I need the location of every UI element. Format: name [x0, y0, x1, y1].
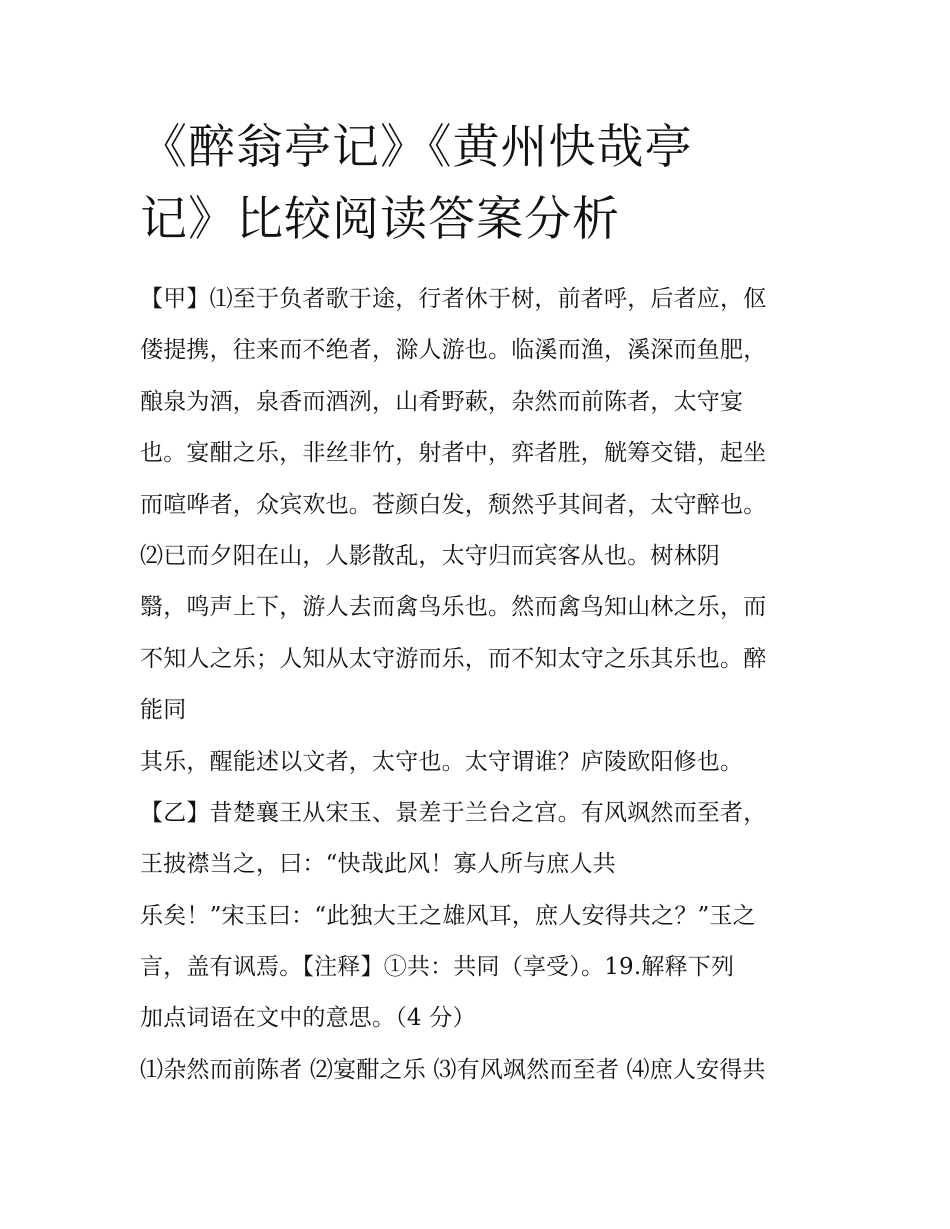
- text-line: 能同: [140, 697, 187, 724]
- text-line: 也。宴酣之乐，非丝非竹，射者中，弈者胜，觥筹交错，起坐: [140, 440, 767, 467]
- text-line: 【乙】昔楚襄王从宋玉、景差于兰台之宫。有风飒然而至者，: [140, 799, 767, 826]
- text-line: ⑴杂然而前陈者 ⑵宴酣之乐 ⑶有风飒然而至者 ⑷庶人安得共: [140, 1056, 766, 1083]
- text-line: 酿泉为酒，泉香而酒洌，山肴野蔌，杂然而前陈者，太守宴: [140, 388, 744, 415]
- text-line: 偻提携，往来而不绝者，滁人游也。临溪而渔，溪深而鱼肥，: [140, 337, 767, 364]
- text-line: 翳，鸣声上下，游人去而禽鸟乐也。然而禽鸟知山林之乐，而: [140, 594, 767, 621]
- text-line: 乐矣！”宋玉曰：“此独大王之雄风耳，庶人安得共之？”玉之: [140, 902, 756, 929]
- text-line: 言，盖有讽焉。【注释】①共：共同（享受）。19.解释下列: [140, 954, 735, 981]
- text-line: 加点词语在文中的意思。（4 分）: [140, 1005, 476, 1032]
- text-line: 王披襟当之，曰：“快哉此风！寡人所与庶人共: [140, 851, 616, 878]
- text-line: 【甲】⑴至于负者歌于途，行者休于树，前者呼，后者应，伛: [140, 286, 767, 312]
- document-body: [140, 279, 820, 1101]
- text-line: 其乐，醒能述以文者，太守也。太守谓谁？庐陵欧阳修也。: [140, 748, 744, 775]
- title-line: 《醉翁亭记》《黄州快哉亭: [140, 120, 693, 175]
- text-line: ⑵已而夕阳在山，人影散乱，太守归而宾客从也。树林阴: [140, 542, 720, 569]
- document-title: [140, 112, 780, 256]
- title-line: 记》比较阅读答案分析: [140, 192, 620, 247]
- text-line: 而喧哗者，众宾欢也。苍颜白发，颓然乎其间者，太守醉也。: [140, 491, 767, 518]
- text-line: 不知人之乐；人知从太守游而乐，而不知太守之乐其乐也。醉: [140, 645, 767, 672]
